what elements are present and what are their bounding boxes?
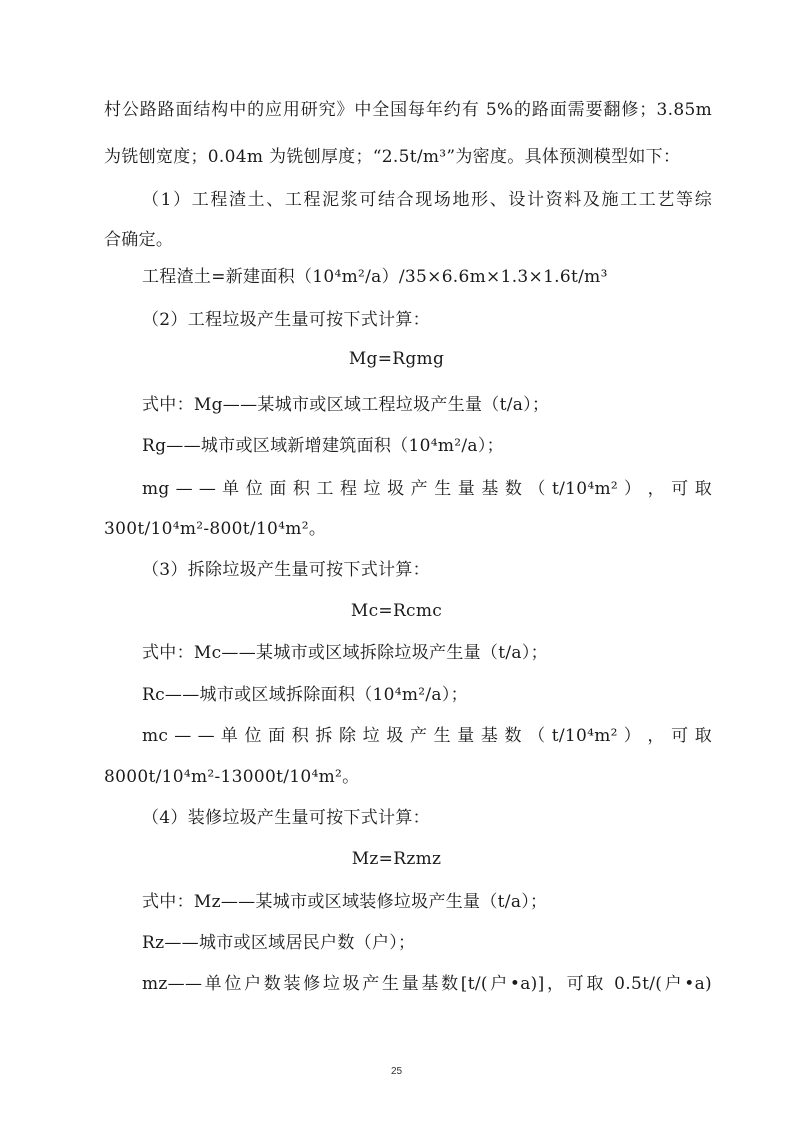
formula-line: Mz=Rzmz	[351, 849, 442, 869]
formula-line: 工程渣土=新建面积（10⁴m²/a）/35×6.6m×1.3×1.6t/m³	[142, 267, 608, 287]
paragraph-line: 8000t/10⁴m²-13000t/10⁴m²。	[104, 767, 360, 787]
paragraph-line: Rg——城市或区域新增建筑面积（10⁴m²/a）；	[142, 436, 504, 456]
paragraph-line: 村公路路面结构中的应用研究》中全国每年约有 5%的路面需要翻修；3.85m	[104, 100, 712, 120]
paragraph-line: 300t/10⁴m²-800t/10⁴m²。	[104, 519, 327, 539]
paragraph-line: （1）工程渣土、工程泥浆可结合现场地形、设计资料及施工工艺等综	[142, 190, 712, 210]
page-number: 25	[390, 1066, 403, 1077]
paragraph-line: （4）装修垃圾产生量可按下式计算：	[142, 808, 430, 828]
paragraph-line: 合确定。	[104, 230, 174, 250]
paragraph-line: mg — — 单 位 面 积 工 程 垃 圾 产 生 量 基 数 （ t/10⁴m² ） ， 可 取	[142, 479, 713, 499]
paragraph-line: 为铣刨宽度；0.04m 为铣刨厚度；“2.5t/m³”为密度。具体预测模型如下：	[104, 147, 681, 167]
formula-line: Mc=Rcmc	[350, 601, 443, 621]
paragraph-line: （2）工程垃圾产生量可按下式计算：	[142, 310, 430, 330]
paragraph-line: 式中：Mc——某城市或区域拆除垃圾产生量（t/a）；	[142, 643, 548, 663]
formula-line: Mg=Rgmg	[348, 349, 445, 369]
paragraph-line: 式中：Mz——某城市或区域装修垃圾产生量（t/a）；	[142, 892, 548, 912]
paragraph-line: 式中：Mg——某城市或区域工程垃圾产生量（t/a）；	[142, 395, 550, 415]
paragraph-line: mz——单位户数装修垃圾产生量基数[t/(户•a)]，可取 0.5t/(户•a)	[142, 974, 712, 994]
paragraph-line: （3）拆除垃圾产生量可按下式计算：	[142, 560, 430, 580]
paragraph-line: mc — — 单 位 面 积 拆 除 垃 圾 产 生 量 基 数 （ t/10⁴m² ） ， 可 取	[142, 726, 712, 746]
paragraph-line: Rc——城市或区域拆除面积（10⁴m²/a）；	[142, 685, 468, 705]
paragraph-line: Rz——城市或区域居民户数（户）；	[142, 933, 416, 953]
